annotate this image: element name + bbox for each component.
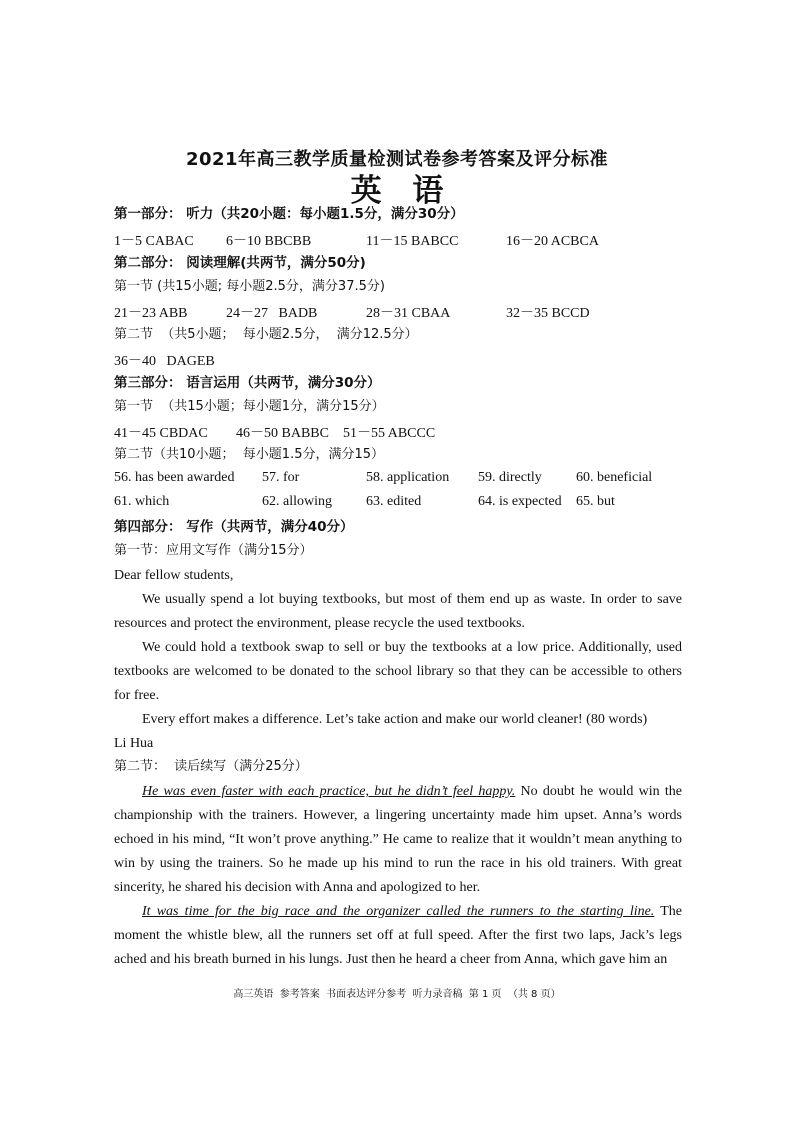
answer-group: 28－31 CBAA [366,306,451,321]
part1-heading: 第一部分： 听力（共20小题：每小题1.5分，满分30分） [114,206,464,222]
story-body: No doubt he would win the championship with the trainers. However, a lingering uncertainty made him upset. Anna’s words echoed in his mind, “It won’t prove anything.” He came to realize that it wouldn’t mean anything to win by using the trainers. So he made up his mind to run the race in his old trainers. With great sincerity, he shared his decision with Anna and apologized to her. [114,784,682,895]
letter-paragraph: We usually spend a lot buying textbooks, but most of them end up as waste. In order to save resources and protect the environment, please recycle the used textbooks. [114,592,682,631]
story-body: The moment the whistle blew, all the runners set off at full speed. After the first two laps, Jack’s legs ached and his breath burned in his lungs. Just then he heard a cheer from Anna, which gave him an [114,904,682,967]
part2-section1-heading: 第一节 (共15小题; 每小题2.5分，满分37.5分) [114,279,385,294]
part4-heading: 第四部分： 写作（共两节，满分40分） [114,519,354,535]
answer-item: 62. allowing [262,494,332,509]
part2-heading: 第二部分： 阅读理解(共两节，满分50分) [114,255,366,271]
answer-group: 21－23 ABB [114,306,188,321]
story-lead-sentence: He was even faster with each practice, but he didn’t feel happy. [142,784,516,799]
answer-group: 24－27 BADB [226,306,318,321]
story-lead-sentence: It was time for the big race and the organizer called the runners to the starting line. [142,904,655,919]
answer-group: 41－45 CBDAC [114,426,208,441]
answer-item: 56. has been awarded [114,470,235,485]
answer-item: 61. which [114,494,170,509]
part4-section1-heading: 第一节：应用文写作（满分15分） [114,543,313,558]
answer-group: 32－35 BCCD [506,306,590,321]
answer-item: 58. application [366,470,450,485]
page-footer: 高三英语 参考答案 书面表达评分参考 听力录音稿 第 1 页 （共 8 页） [233,989,561,1000]
answer-group: 36－40 DAGEB [114,354,215,369]
part3-heading: 第三部分： 语言运用（共两节，满分30分） [114,375,381,391]
part3-section2-heading: 第二节（共10小题； 每小题1.5分，满分15） [114,447,385,462]
answer-group: 1－5 CABAC [114,234,194,249]
answer-group: 16－20 ACBCA [506,234,599,249]
answer-group: 11－15 BABCC [366,234,459,249]
letter-paragraph: Every effort makes a difference. Let’s take action and make our world cleaner! (80 words) [142,712,648,727]
answer-group: 51－55 ABCCC [343,426,436,441]
part2-section2-heading: 第二节 （共5小题； 每小题2.5分， 满分12.5分） [114,327,418,342]
answer-group: 46－50 BABBC [236,426,329,441]
answer-group: 6－10 BBCBB [226,234,312,249]
answer-item: 64. is expected [478,494,562,509]
answer-item: 57. for [262,470,300,485]
part3-section1-heading: 第一节 （共15小题；每小题1分，满分15分） [114,399,385,414]
document-title: 2021年高三教学质量检测试卷参考答案及评分标准 [185,149,609,170]
story-paragraph [114,900,682,972]
answer-item: 65. but [576,494,615,509]
answer-item: 63. edited [366,494,422,509]
subject-title: 英 语 [350,173,444,209]
letter-paragraph: We could hold a textbook swap to sell or buy the textbooks at a low price. Additionally, used textbooks are welcomed to be donated to the school library so that they can be accessible to others for free. [114,640,682,703]
answer-item: 59. directly [478,470,542,485]
story-paragraph [114,780,682,900]
part4-section2-heading: 第二节： 读后续写（满分25分） [114,759,308,774]
answer-item: 60. beneficial [576,470,653,485]
letter-signature: Li Hua [114,736,154,751]
letter-greeting: Dear fellow students, [114,568,234,583]
